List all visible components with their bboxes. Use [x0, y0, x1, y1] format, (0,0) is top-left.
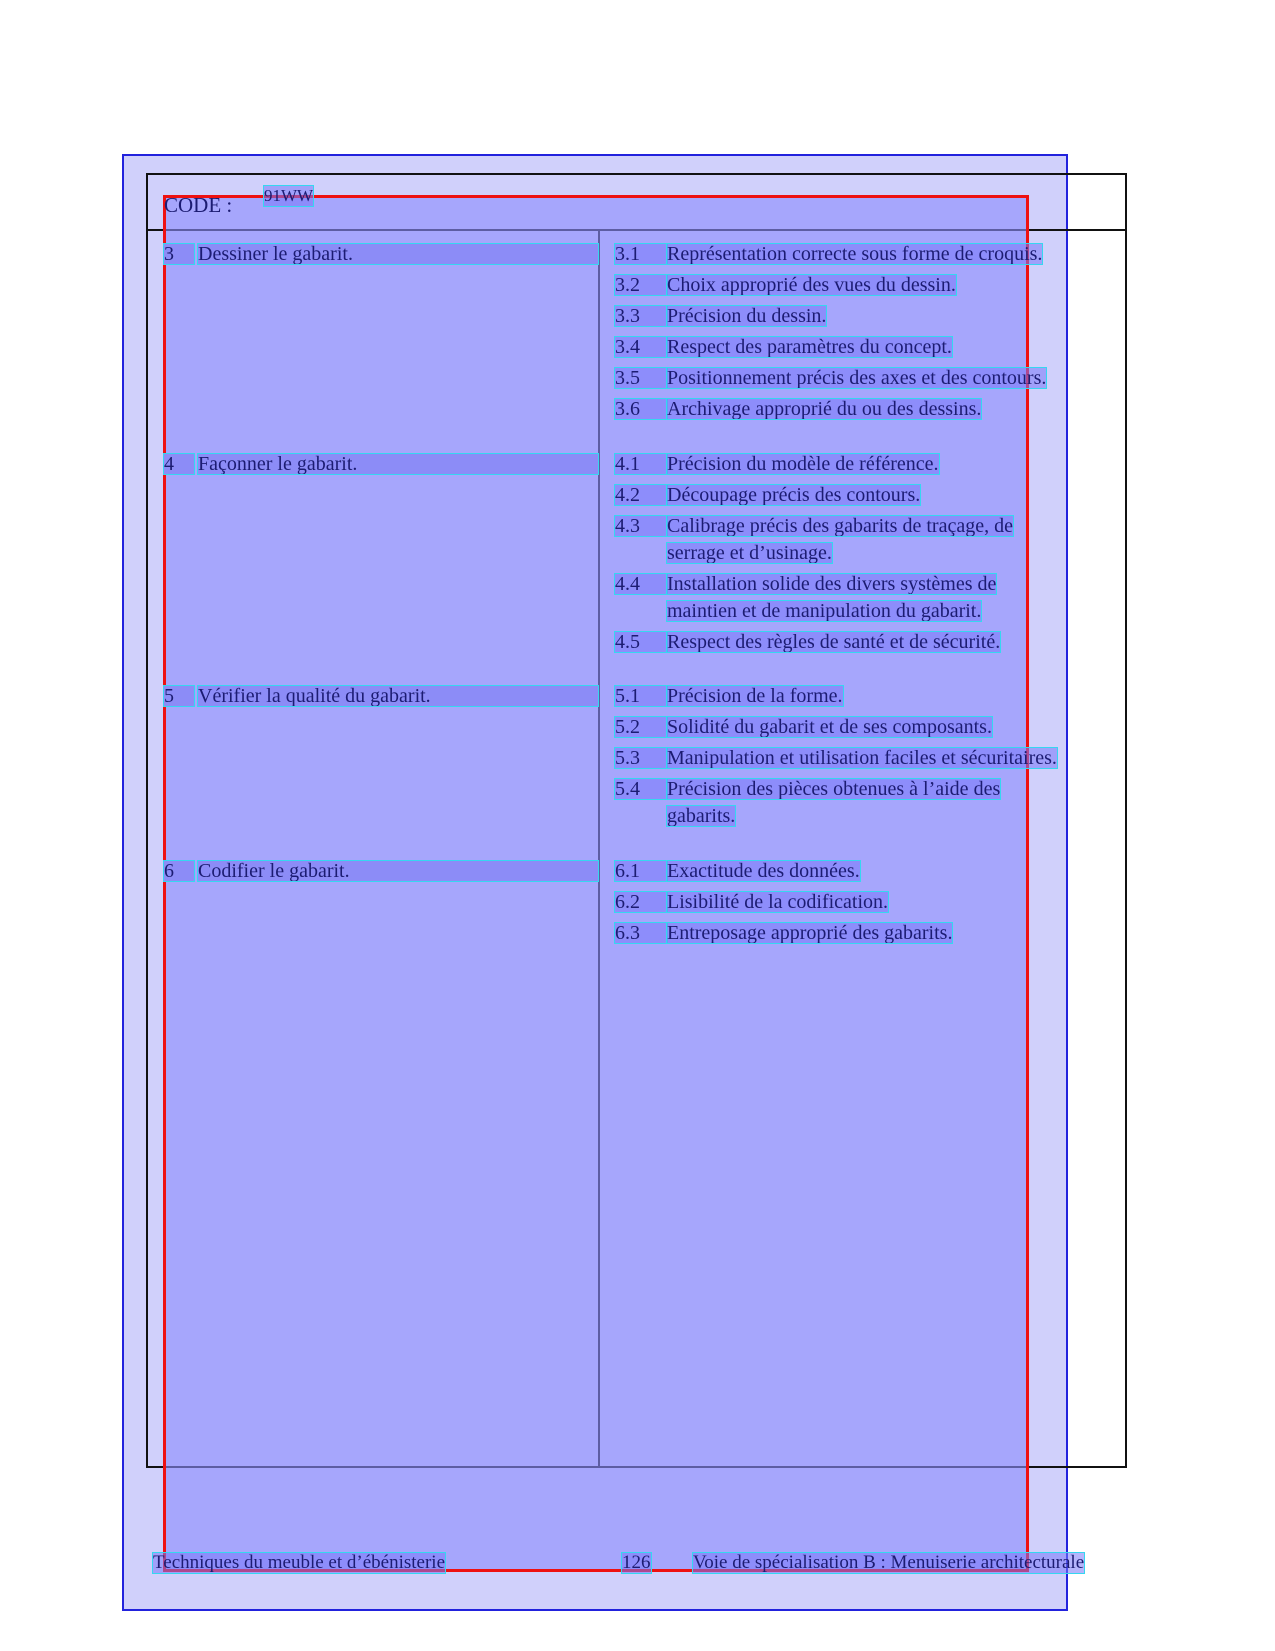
criterion-text: Calibrage précis des gabarits de traçage, de — [667, 515, 1013, 537]
criterion-text: Découpage précis des contours. — [667, 484, 921, 506]
criterion-text: Précision du modèle de référence. — [667, 453, 939, 475]
step-number: 6 — [164, 861, 194, 881]
step-number: 5 — [164, 686, 194, 706]
footer-program-title: Techniques du meuble et d’ébénisterie — [153, 1552, 446, 1573]
step-label: Vérifier la qualité du gabarit. — [198, 686, 598, 706]
criterion-text: Représentation correcte sous forme de croquis. — [667, 243, 1043, 265]
criterion-text: Respect des règles de santé et de sécurité. — [667, 631, 1001, 653]
criterion-text: Positionnement précis des axes et des contours. — [667, 367, 1047, 389]
criterion-number: 4.5 — [615, 632, 667, 652]
criterion-number: 4.2 — [615, 485, 667, 505]
step-label: Dessiner le gabarit. — [198, 244, 598, 264]
step-number: 4 — [164, 454, 194, 474]
criterion-number: 6.3 — [615, 923, 667, 943]
criterion-text: Précision de la forme. — [667, 685, 843, 707]
footer-specialization: Voie de spécialisation B : Menuiserie architecturale — [693, 1552, 1085, 1573]
criterion-number: 3.3 — [615, 306, 667, 326]
criterion-text: Solidité du gabarit et de ses composants. — [667, 716, 992, 738]
criterion-text: serrage et d’usinage. — [667, 542, 832, 564]
criterion-text: Installation solide des divers systèmes de — [667, 573, 997, 595]
criterion-text: Archivage approprié du ou des dessins. — [667, 398, 982, 420]
criterion-number: 5.4 — [615, 779, 667, 799]
code-label: CODE : — [164, 193, 233, 217]
criterion-number: 3.4 — [615, 337, 667, 357]
criterion-number: 3.5 — [615, 368, 667, 388]
criterion-text: Exactitude des données. — [667, 860, 860, 882]
criterion-number: 4.3 — [615, 516, 667, 536]
criterion-text: gabarits. — [667, 805, 736, 827]
criterion-number: 5.1 — [615, 686, 667, 706]
criterion-number: 3.1 — [615, 244, 667, 264]
criterion-number: 6.1 — [615, 861, 667, 881]
footer-page-number: 126 — [622, 1552, 651, 1573]
criterion-number: 6.2 — [615, 892, 667, 912]
criterion-text: Précision du dessin. — [667, 305, 827, 327]
criterion-text: Précision des pièces obtenues à l’aide des — [667, 778, 1001, 800]
criterion-number: 5.2 — [615, 717, 667, 737]
step-label: Codifier le gabarit. — [198, 861, 598, 881]
criterion-text: maintien et de manipulation du gabarit. — [667, 600, 982, 622]
criterion-text: Lisibilité de la codification. — [667, 891, 889, 913]
criterion-text: Entreposage approprié des gabarits. — [667, 922, 953, 944]
criterion-number: 3.2 — [615, 275, 667, 295]
criterion-number: 4.1 — [615, 454, 667, 474]
criterion-text: Choix approprié des vues du dessin. — [667, 274, 956, 296]
step-number: 3 — [164, 244, 194, 264]
criterion-number: 3.6 — [615, 399, 667, 419]
criterion-number: 5.3 — [615, 748, 667, 768]
step-label: Façonner le gabarit. — [198, 454, 598, 474]
criterion-text: Manipulation et utilisation faciles et sécuritaires. — [667, 747, 1057, 769]
criterion-number: 4.4 — [615, 574, 667, 594]
code-value: 91WW — [264, 186, 314, 205]
criterion-text: Respect des paramètres du concept. — [667, 336, 952, 358]
